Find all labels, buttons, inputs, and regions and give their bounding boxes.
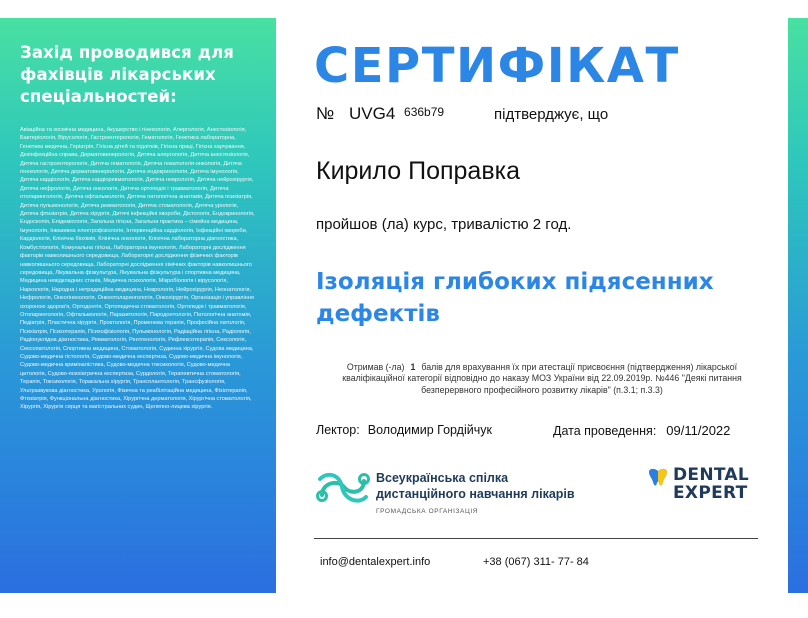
specialties-panel — [0, 18, 276, 593]
points-pre: Отримав (-ла) — [346, 362, 405, 372]
contact-phone[interactable]: +38 (067) 311- 77- 84 — [483, 556, 589, 568]
decorative-strip — [788, 18, 808, 593]
course-duration: пройшов (ла) курс, тривалістю 2 год. — [316, 216, 572, 233]
union-logo — [314, 462, 614, 522]
certificate-number — [316, 104, 444, 124]
points-value: 1 — [410, 362, 416, 372]
date-label: Дата проведення: — [553, 424, 657, 438]
certificate-title: СЕРТИФІКАТ — [314, 38, 680, 94]
footer-divider — [314, 538, 758, 539]
course-title: Ізоляція глибоких підясенних дефектів — [316, 269, 714, 327]
recipient-name: Кирило Поправка — [316, 157, 521, 185]
confirms-text: підтверджує, що — [494, 106, 609, 123]
certificate-code: UVG4 — [348, 104, 396, 123]
dental-line1: DENTAL — [673, 465, 750, 485]
lecturer — [316, 423, 492, 437]
union-subtitle: ГРОМАДСЬКА ОРГАНІЗАЦІЯ — [376, 508, 479, 515]
points-statement — [316, 362, 768, 396]
dental-line2: EXPERT — [673, 483, 748, 503]
lecturer-label: Лектор: — [316, 423, 360, 437]
union-name-line2: дистанційного навчання лікарів — [376, 487, 575, 501]
dental-expert-logo — [647, 466, 757, 510]
connected-nodes-icon — [314, 465, 370, 511]
tooth-icon — [647, 468, 669, 488]
event-date — [553, 423, 730, 438]
lecturer-name: Володимир Гордійчук — [367, 423, 492, 437]
date-value: 09/11/2022 — [666, 423, 731, 438]
contact-email[interactable]: info@dentalexpert.info — [320, 556, 431, 568]
specialties-title: Захід проводився для фахівців лікарських спеціальностей: — [20, 43, 235, 106]
points-post: балів для врахування їх при атестації присвоєння (підтвердження) лікарської кваліфікаційної категорії відповідно до наказу МОЗ України від 22.09.2019р. №446 "Деякі питання безперервного професійного розвитку лікарів" (п.3.1; п.3.3) — [342, 362, 742, 395]
union-name-line1: Всеукраїнська спілка — [376, 471, 509, 485]
certificate-hash: 636b79 — [404, 105, 445, 119]
number-sign: № — [316, 104, 335, 123]
specialties-list: Авіаційна та космічна медицина, Акушерство і гінекологія, Алергологія, Анестезіологія, Бактеріологія, Вірусологія, Гастроентерологія, Гематологія, Генетика лабораторна, Генетика медична, Геріатрія, Гігієна дітей та підлітків, Гігієна праці, Гігієна харчування, Дезінфекційна справа, Дерматовенерологія, Дитяча алергологія, Дитяча анестезіологія, Дитяча гастроентерологія, Дитяча гематологія, Дитяча гематологія-онкологія, Дитяча гінекологія, Дитяча дерматовенерологія, Дитяча ендокринологія, Дитяча імунологія, Дитяча кардіологія, Дитяча кардіоревматологія, Дитяча неврологія, Дитяча нейрохірургія, Дитяча нефрологія, Дитяча онкологія, Дитяча ортопедія і травматологія, Дитяча отоларингологія, Дитяча офтальмологія, Дитяча патологічна анатомія, Дитяча психіатрія, Дитяча пульмонологія, Дитяча ревматологія, Дитяча стоматологія, Дитяча урологія, Дитяча фтизіатрія, Дитяча хірургія, Дитячі інфекційні хвороби, Дієтологія, Ендокринологія, Ендоскопія, Епідеміологія, Загальна гігієна, Загальна практика – сімейна медицина, Імунологія, Інвазивна електрофізіологія, Інтервенційна кардіологія, Інфекційні хвороби, Кардіологія, Клінічна біохімія, Клінічна онкологія, Клінічна лабораторна діагностика, Комбустіологія, Комунальна гігієна, Лабораторна імунологія, Лабораторні дослідження факторів навколишнього середовища, Лабораторні дослідження фізичних факторів навколишнього середовища, Лабораторні дослідження хімічних факторів навколишнього середовища, Лікувальна фізкультура, Лікувальна фізкультура і спортивна медицина, Медицина невідкладних станів, Медична психологія, Мікробіологія і вірусологія, Наркологія, Народна і нетрадиційна медицина, Неврологія, Нейрохірургія, Неонатологія, Нефрологія, Онкогінекологія, Онкоотоларингологія, Онкохірургія, Організація і управління охороною здоров'я, Ортодонтія, Ортопедична стоматологія, Ортопедія і травматологія, Отоларингологія, Офтальмологія, Паразитологія, Пародонтологія, Патологічна анатомія, Педіатрія, Пластична хірургія, Проктологія, Променева терапія, Професійна патологія, Психіатрія, Психотерапія, Психофізіологія, Пульмонологія, Радіаційна гігієна, Радіологія, Радіонуклідна діагностика, Ревматологія, Рентгенологія, Рефлексотерапія, Сексологія, Сексопатологія, Спортивна медицина, Стоматологія, Судинна хірургія, Судова медицина, Судово-медична гістологія, Судово-медична експертиза, Судово-медична імунологія, Судово-медична криміналістика, Судово-медична токсикологія, Судово-медична цитологія, Судово-психіатрична експертиза, Сурдологія, Терапевтична стоматологія, Терапія, Токсикологія, Торакальна хірургія, Трансплантологія, Трансфузіологія, Ультразвукова діагностика, Урологія, Фізична та реабілітаційна медицина, Фізіотерапія, Фтизіатрія, Функціональна діагностика, Хірургічна дерматологія, Хірургічна стоматологія, Хірургія, Хірургія серця та магістральних судин, Щелепно-лицева хірургія. — [20, 127, 255, 411]
